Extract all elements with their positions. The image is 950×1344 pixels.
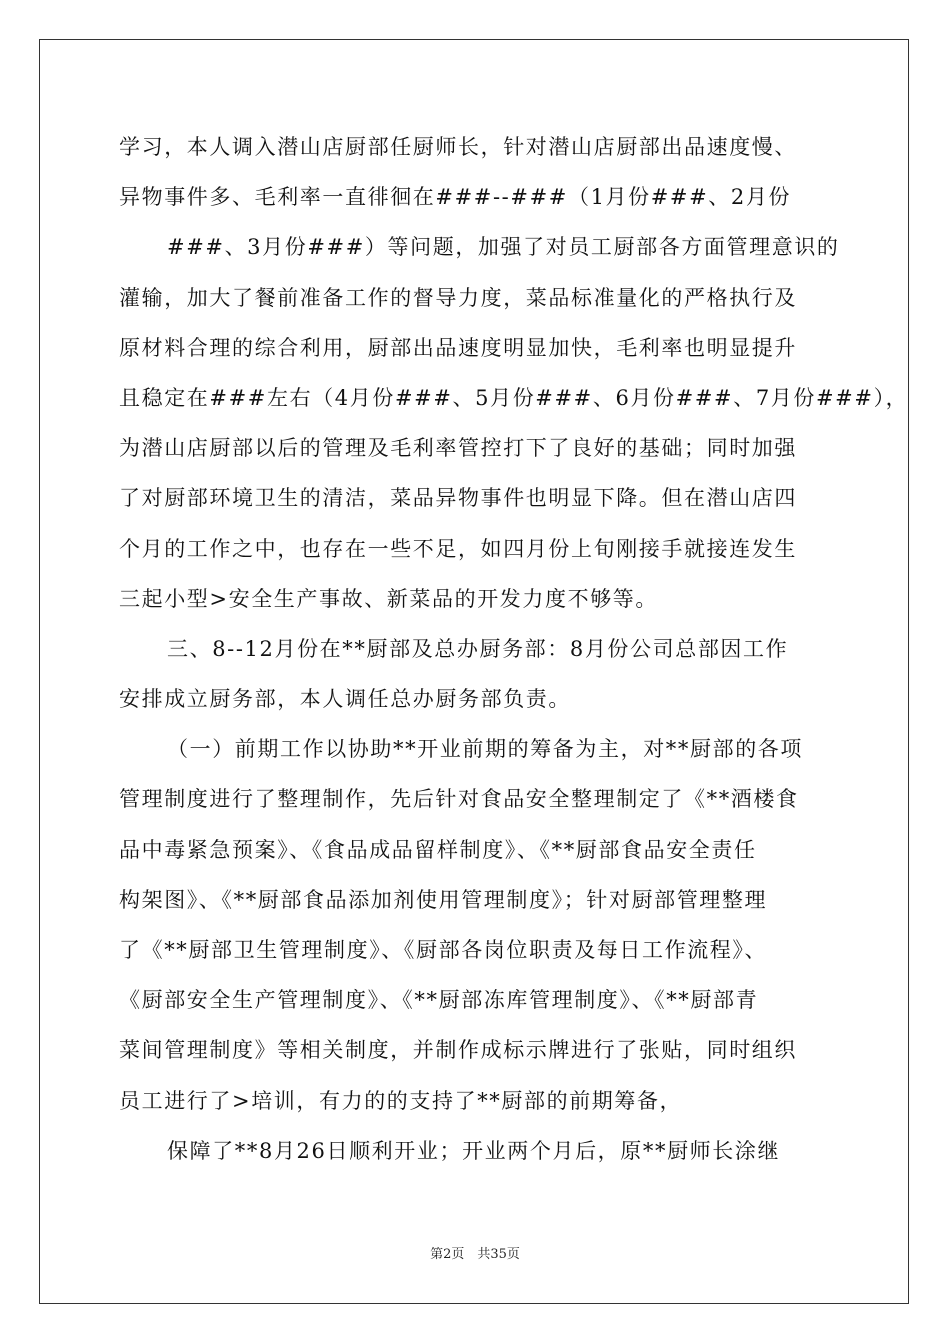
- document-body: [119, 122, 909, 1176]
- text-line: 《厨部安全生产管理制度》、《**厨部冻库管理制度》、《**厨部青: [119, 988, 759, 1013]
- text-line: 灌输，加大了餐前准备工作的督导力度，菜品标准量化的严格执行及: [119, 285, 797, 310]
- text-line: 菜间管理制度》等相关制度，并制作成标示牌进行了张贴，同时组织: [119, 1038, 797, 1063]
- text-line: 员工进行了>培训，有力的的支持了**厨部的前期筹备，: [119, 1088, 683, 1113]
- text-line: 三起小型>安全生产事故、新菜品的开发力度不够等。: [119, 586, 658, 611]
- text-line: 管理制度进行了整理制作，先后针对食品安全整理制定了《**酒楼食: [119, 787, 799, 812]
- text-line: 了《**厨部卫生管理制度》、《厨部各岗位职责及每日工作流程》、: [119, 938, 768, 962]
- text-line: 学习，本人调入潜山店厨部任厨师长，针对潜山店厨部出品速度慢、: [119, 135, 797, 159]
- text-line: （一）前期工作以协助**开业前期的筹备为主，对**厨部的各项: [167, 737, 803, 762]
- text-line: 了对厨部环境卫生的清洁，菜品异物事件也明显下降。但在潜山店四: [119, 486, 797, 511]
- text-line: 原材料合理的综合利用，厨部出品速度明显加快，毛利率也明显提升: [119, 335, 797, 360]
- text-line: 且稳定在###左右（4月份###、5月份###、6月份###、7月份###），: [119, 385, 909, 410]
- text-line: 构架图》、《**厨部食品添加剂使用管理制度》；针对厨部管理整理: [119, 887, 768, 912]
- text-line: ###、3月份###）等问题，加强了对员工厨部各方面管理意识的: [167, 235, 840, 260]
- text-line: 保障了**8月26日顺利开业；开业两个月后，原**厨师长涂继: [167, 1138, 781, 1163]
- text-line: 为潜山店厨部以后的管理及毛利率管控打下了良好的基础；同时加强: [119, 436, 797, 461]
- text-line: 品中毒紧急预案》、《食品成品留样制度》、《**厨部食品安全责任: [119, 837, 757, 862]
- text-line: 三、8--12月份在**厨部及总办厨务部：8月份公司总部因工作: [167, 636, 789, 661]
- text-line: 安排成立厨务部，本人调任总办厨务部负责。: [119, 687, 571, 712]
- page-number-footer: 第2页 共35页: [430, 1247, 520, 1262]
- text-line: 异物事件多、毛利率一直徘徊在###--###（1月份###、2月份: [119, 185, 792, 210]
- text-line: 个月的工作之中，也存在一些不足，如四月份上旬刚接手就接连发生: [119, 536, 797, 561]
